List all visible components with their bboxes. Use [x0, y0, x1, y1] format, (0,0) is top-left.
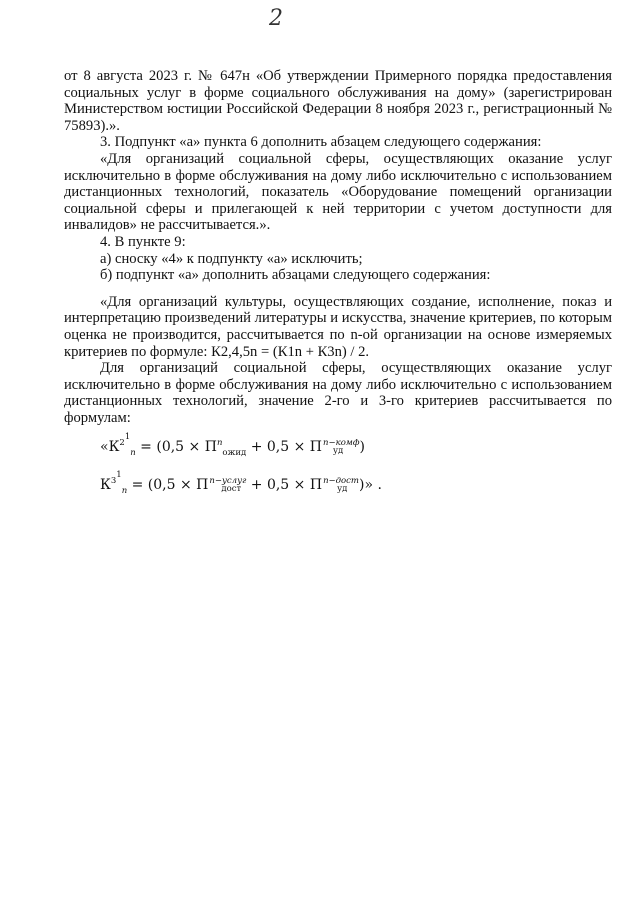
paragraph-subitem-a: а) сноску «4» к подпункту «а» исключить; [100, 250, 363, 267]
document-body [64, 68, 612, 502]
page-number: 2 [269, 6, 283, 31]
formula-criterion-3: $К^{3^1}_n = (0,5 \times П$ n−услуг дост + 0,5 × П n−дост уд )» . [100, 470, 382, 497]
paragraph-subitem-b: б) подпункт «а» дополнить абзацами следующего содержания: [100, 267, 491, 284]
paragraph-social-organizations: Для организаций социальной сферы, осуществляющих оказание услуг исключительно в форме обслуживания на дому либо исключительно с использованием дистанционных технологий, значение 2-го и 3-го критериев рассчитывается по формулам: [64, 360, 612, 426]
paragraph-item-4: 4. В пункте 9: [100, 233, 186, 250]
paragraph-item-3: 3. Подпункт «а» пункта 6 дополнить абзацем следующего содержания: [100, 134, 542, 151]
paragraph-item-3-insert: «Для организаций социальной сферы, осуществляющих оказание услуг исключительно в форме обслуживания на дому либо исключительно с использованием дистанционных технологий, показатель «Оборудование помещений организации социальной сферы и прилегающей к ней территории с учетом доступности для инвалидов» не рассчитывается.». [64, 150, 612, 234]
formula-criterion-2: «$К^{2^1}_n = (0,5 \times П^n_{ожид} + 0,5 \times П$ n−комф уд ) [100, 432, 365, 459]
paragraph-culture-organizations: «Для организаций культуры, осуществляющих создание, исполнение, показ и интерпретацию произведений литературы и искусства, значение критериев, по которым оценка не производится, рассчитывается по n-ой организации на основе измеряемых критериев по формуле: К2,4,5n = (К1n + К3n) / 2. [64, 293, 612, 360]
paragraph-order-reference: от 8 августа 2023 г. № 647н «Об утверждении Примерного порядка предоставления социальных услуг в форме социального обслуживания на дому» (зарегистрирован Министерством юстиции Российской Федерации 8 ноября 2023 г., регистрационный № 75893).». [64, 68, 612, 134]
